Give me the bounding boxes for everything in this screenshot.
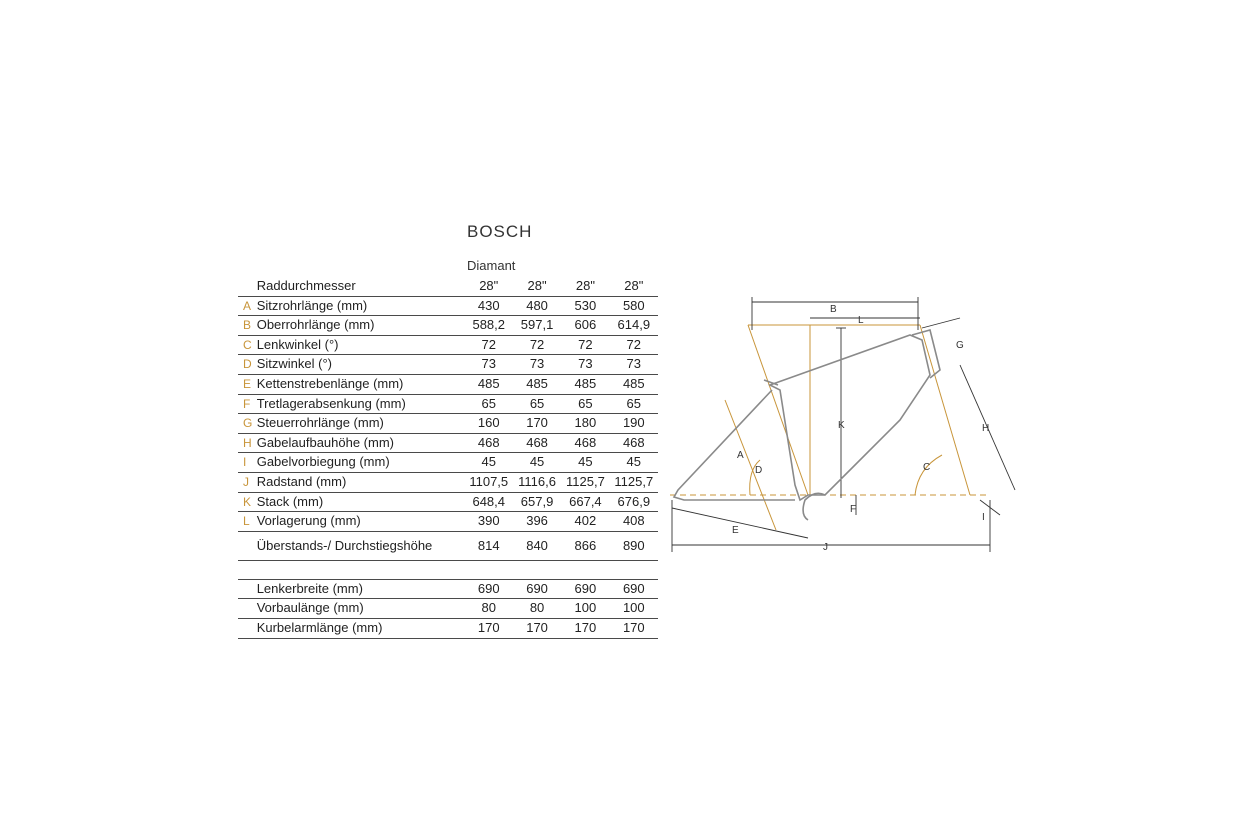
row-value: 580 <box>610 296 658 316</box>
row-value: 408 <box>610 512 658 532</box>
row-value: 468 <box>513 433 561 453</box>
row-value: 28" <box>513 277 561 296</box>
table-row <box>238 335 658 355</box>
row-letter: H <box>238 433 257 453</box>
row-letter: J <box>238 472 257 492</box>
row-value: 690 <box>465 579 513 599</box>
row-value: 100 <box>610 599 658 619</box>
row-letter: A <box>238 296 257 316</box>
row-value: 1125,7 <box>610 472 658 492</box>
row-value: 606 <box>561 316 609 336</box>
dimension-line-a <box>725 400 776 530</box>
row-value: 180 <box>561 414 609 434</box>
row-value: 390 <box>465 512 513 532</box>
row-value: 65 <box>561 394 609 414</box>
row-value: 28" <box>610 277 658 296</box>
brand-title: BOSCH <box>467 222 533 241</box>
row-value: 690 <box>561 579 609 599</box>
row-value: 28" <box>465 277 513 296</box>
row-value: 65 <box>465 394 513 414</box>
row-value: 614,9 <box>610 316 658 336</box>
row-value: 690 <box>513 579 561 599</box>
row-value: 72 <box>465 335 513 355</box>
measure-e <box>672 508 808 538</box>
row-value: 160 <box>465 414 513 434</box>
row-value: 667,4 <box>561 492 609 512</box>
row-value: 73 <box>610 355 658 375</box>
row-letter: D <box>238 355 257 375</box>
row-letter: K <box>238 492 257 512</box>
row-value: 45 <box>610 453 658 473</box>
main-frame <box>770 335 930 500</box>
row-value: 170 <box>561 618 609 638</box>
frame-variant: Diamant <box>467 258 516 273</box>
row-value: 170 <box>513 618 561 638</box>
bottom-bracket <box>803 493 825 520</box>
row-label: Sitzrohrlänge (mm) <box>257 296 465 316</box>
row-value: 65 <box>513 394 561 414</box>
label-l: L <box>858 315 864 326</box>
row-value: 45 <box>561 453 609 473</box>
row-value: 485 <box>465 374 513 394</box>
row-letter <box>238 579 257 599</box>
geometry-table <box>238 277 658 639</box>
table-row <box>238 394 658 414</box>
row-letter <box>238 618 257 638</box>
row-value: 190 <box>610 414 658 434</box>
row-value: 588,2 <box>465 316 513 336</box>
label-e: E <box>732 525 739 536</box>
label-c: C <box>923 462 931 473</box>
row-label: Vorbaulänge (mm) <box>257 599 465 619</box>
row-value: 73 <box>465 355 513 375</box>
frame-geometry-diagram <box>660 290 1030 555</box>
table-row <box>238 374 658 394</box>
row-label: Kurbelarmlänge (mm) <box>257 618 465 638</box>
row-value: 45 <box>465 453 513 473</box>
table-row <box>238 414 658 434</box>
table-row <box>238 316 658 336</box>
table-row <box>238 296 658 316</box>
row-value: 814 <box>465 531 513 560</box>
row-value: 1125,7 <box>561 472 609 492</box>
row-value: 530 <box>561 296 609 316</box>
row-letter <box>238 277 257 296</box>
row-value: 396 <box>513 512 561 532</box>
table-spacer <box>238 560 658 579</box>
row-value: 170 <box>465 618 513 638</box>
label-f: F <box>850 504 857 515</box>
row-label: Tretlagerabsenkung (mm) <box>257 394 465 414</box>
row-label: Lenkerbreite (mm) <box>257 579 465 599</box>
row-value: 72 <box>610 335 658 355</box>
table-row <box>238 618 658 638</box>
table-row <box>238 492 658 512</box>
row-value: 73 <box>561 355 609 375</box>
row-value: 1116,6 <box>513 472 561 492</box>
row-letter: E <box>238 374 257 394</box>
table-row <box>238 277 658 296</box>
label-a: A <box>737 450 744 461</box>
label-g: G <box>956 340 964 351</box>
row-value: 402 <box>561 512 609 532</box>
row-value: 468 <box>561 433 609 453</box>
row-letter: G <box>238 414 257 434</box>
row-value: 468 <box>465 433 513 453</box>
row-value: 72 <box>513 335 561 355</box>
row-label: Oberrohrlänge (mm) <box>257 316 465 336</box>
label-d: D <box>755 465 763 476</box>
row-value: 468 <box>610 433 658 453</box>
row-letter: L <box>238 512 257 532</box>
label-j: J <box>823 542 828 553</box>
row-value: 866 <box>561 531 609 560</box>
row-value: 485 <box>610 374 658 394</box>
table-row <box>238 433 658 453</box>
row-value: 170 <box>513 414 561 434</box>
row-label: Kettenstrebenlänge (mm) <box>257 374 465 394</box>
row-value: 80 <box>513 599 561 619</box>
row-value: 840 <box>513 531 561 560</box>
row-value: 485 <box>513 374 561 394</box>
row-letter: B <box>238 316 257 336</box>
label-b: B <box>830 304 837 315</box>
row-value: 1107,5 <box>465 472 513 492</box>
row-value: 170 <box>610 618 658 638</box>
row-label: Raddurchmesser <box>257 277 465 296</box>
row-letter <box>238 599 257 619</box>
row-value: 485 <box>561 374 609 394</box>
row-value: 45 <box>513 453 561 473</box>
angle-arc-c <box>915 455 942 495</box>
row-value: 28" <box>561 277 609 296</box>
row-value: 597,1 <box>513 316 561 336</box>
row-value: 100 <box>561 599 609 619</box>
table-row <box>238 512 658 532</box>
row-value: 657,9 <box>513 492 561 512</box>
row-value: 72 <box>561 335 609 355</box>
row-value: 73 <box>513 355 561 375</box>
label-i: I <box>982 512 985 523</box>
row-letter: F <box>238 394 257 414</box>
label-h: H <box>982 423 990 434</box>
measure-g <box>922 318 960 328</box>
table-row <box>238 355 658 375</box>
row-label: Vorlagerung (mm) <box>257 512 465 532</box>
row-value: 430 <box>465 296 513 316</box>
label-k: K <box>838 420 845 431</box>
table-row <box>238 599 658 619</box>
row-value: 480 <box>513 296 561 316</box>
row-letter: C <box>238 335 257 355</box>
row-letter: I <box>238 453 257 473</box>
row-label: Überstands-/ Durchstiegshöhe <box>257 531 465 560</box>
row-label: Stack (mm) <box>257 492 465 512</box>
table-row <box>238 531 658 560</box>
table-row <box>238 453 658 473</box>
table-row <box>238 579 658 599</box>
row-value: 690 <box>610 579 658 599</box>
row-value: 80 <box>465 599 513 619</box>
row-label: Lenkwinkel (°) <box>257 335 465 355</box>
row-label: Radstand (mm) <box>257 472 465 492</box>
row-value: 65 <box>610 394 658 414</box>
row-value: 890 <box>610 531 658 560</box>
row-label: Gabelaufbauhöhe (mm) <box>257 433 465 453</box>
row-label: Sitzwinkel (°) <box>257 355 465 375</box>
row-label: Gabelvorbiegung (mm) <box>257 453 465 473</box>
row-label: Steuerrohrlänge (mm) <box>257 414 465 434</box>
row-letter <box>238 531 257 560</box>
table-row <box>238 472 658 492</box>
row-value: 648,4 <box>465 492 513 512</box>
row-value: 676,9 <box>610 492 658 512</box>
